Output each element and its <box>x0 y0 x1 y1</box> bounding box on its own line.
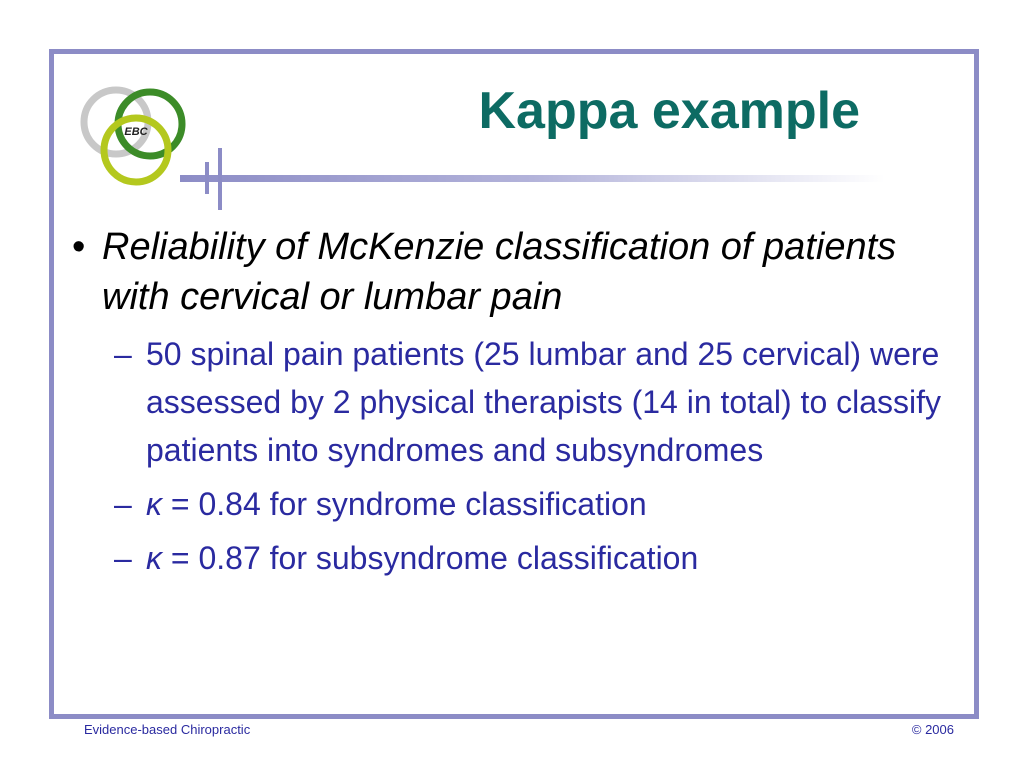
bullet-mark: • <box>72 226 86 268</box>
sub-bullet-list <box>68 330 948 582</box>
footer-right: © 2006 <box>911 722 954 737</box>
ebc-logo <box>78 84 193 189</box>
sub-bullet-text: 50 spinal pain patients (25 lumbar and 25 cervical) were assessed by 2 physical therapists (14 in total) to classify patients into syndromes and subsyndromes <box>146 336 942 468</box>
sub-dash: – <box>114 540 132 576</box>
slide-title: Kappa example <box>478 82 860 140</box>
sub-dash: – <box>114 486 132 522</box>
main-bullet <box>68 222 948 322</box>
sub-bullet-1 <box>68 330 948 474</box>
footer-left: Evidence-based Chiropractic <box>84 722 251 737</box>
sub-bullet-2 <box>68 480 948 528</box>
kappa-symbol: κ <box>146 540 162 576</box>
kappa-symbol: κ <box>146 486 162 522</box>
title-rule <box>180 175 885 182</box>
sub-bullet-text: = 0.84 for syndrome classification <box>162 486 647 522</box>
main-bullet-text: Reliability of McKenzie classification of patients with cervical or lumbar pain <box>102 226 897 318</box>
rule-tick-left <box>205 162 209 194</box>
logo-text: EBC <box>124 126 148 138</box>
rule-tick-right <box>218 148 222 210</box>
sub-dash: – <box>114 336 132 372</box>
sub-bullet-3 <box>68 534 948 582</box>
sub-bullet-text: = 0.87 for subsyndrome classification <box>162 540 699 576</box>
slide-body <box>68 222 948 588</box>
